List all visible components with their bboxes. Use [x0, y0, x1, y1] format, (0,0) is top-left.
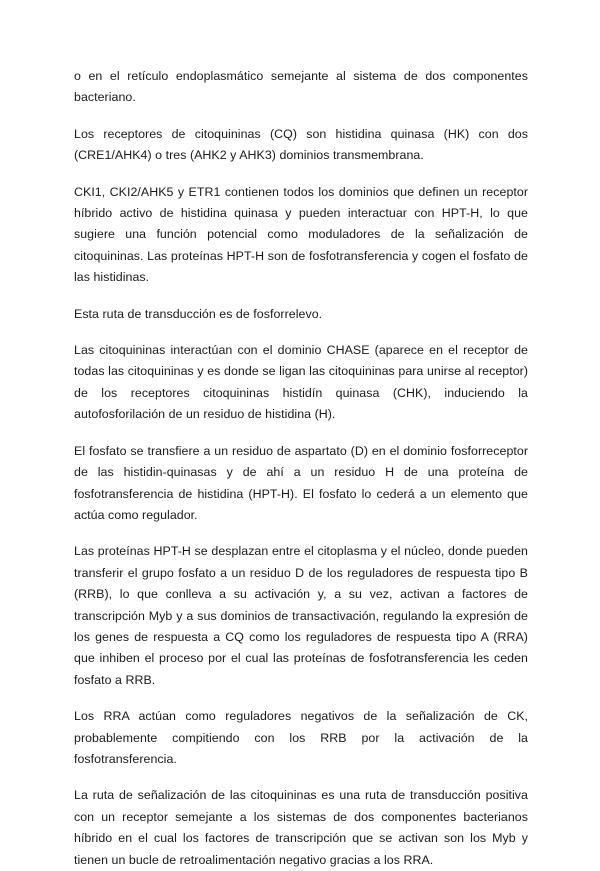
paragraph: Las proteínas HPT-H se desplazan entre el citoplasma y el núcleo, donde pueden transferir el grupo fosfato a un residuo D de los reguladores de respuesta tipo B (RRB), lo que conlleva a su activación y, a su vez, activan a factores de transcripción Myb y a sus dominios de transactivación, regulando la expresión de los genes de respuesta a CQ como los reguladores de respuesta tipo A (RRA) que inhiben el proceso por el cual las proteínas de fosfotransferencia les ceden fosfato a RRB.	[74, 544, 528, 687]
paragraph: CKI1, CKI2/AHK5 y ETR1 contienen todos los dominios que definen un receptor híbrido activo de histidina quinasa y pueden interactuar con HPT-H, lo que sugiere una función potencial como moduladores de la señalización de citoquininas. Las proteínas HPT-H son de fosfotransferencia y cogen el fosfato de las histidinas.	[74, 184, 528, 285]
paragraph: Esta ruta de transducción es de fosforrelevo.	[74, 306, 323, 321]
paragraph: Las citoquininas interactúan con el dominio CHASE (aparece en el receptor de todas las citoquininas y es donde se ligan las citoquininas para unirse al receptor) de los receptores citoquininas histidín quinasa (CHK), induciendo la autofosforilación de un residuo de histidina (H).	[74, 343, 528, 422]
paragraph: Los RRA actúan como reguladores negativos de la señalización de CK, probablemente compitiendo con los RRB por la activación de la fosfotransferencia.	[74, 709, 528, 766]
paragraph: El fosfato se transfiere a un residuo de aspartato (D) en el dominio fosforreceptor de las histidin-quinasas y de ahí a un residuo H de una proteína de fosfotransferencia de histidina (HPT-H). El fosfato lo cederá a un elemento que actúa como regulador.	[74, 443, 528, 522]
paragraph: o en el retículo endoplasmático semejante al sistema de dos componentes bacteriano.	[74, 69, 528, 105]
paragraph: Los receptores de citoquininas (CQ) son histidina quinasa (HK) con dos (CRE1/AHK4) o tres (AHK2 y AHK3) dominios transmembrana.	[74, 126, 528, 163]
paragraph: La ruta de señalización de las citoquininas es una ruta de transducción positiva con un receptor semejante a los sistemas de dos componentes bacterianos híbrido en el cual los factores de transcripción que se activan son los Myb y tienen un bucle de retroalimentación negativo gracias a los RRA.	[74, 788, 528, 867]
